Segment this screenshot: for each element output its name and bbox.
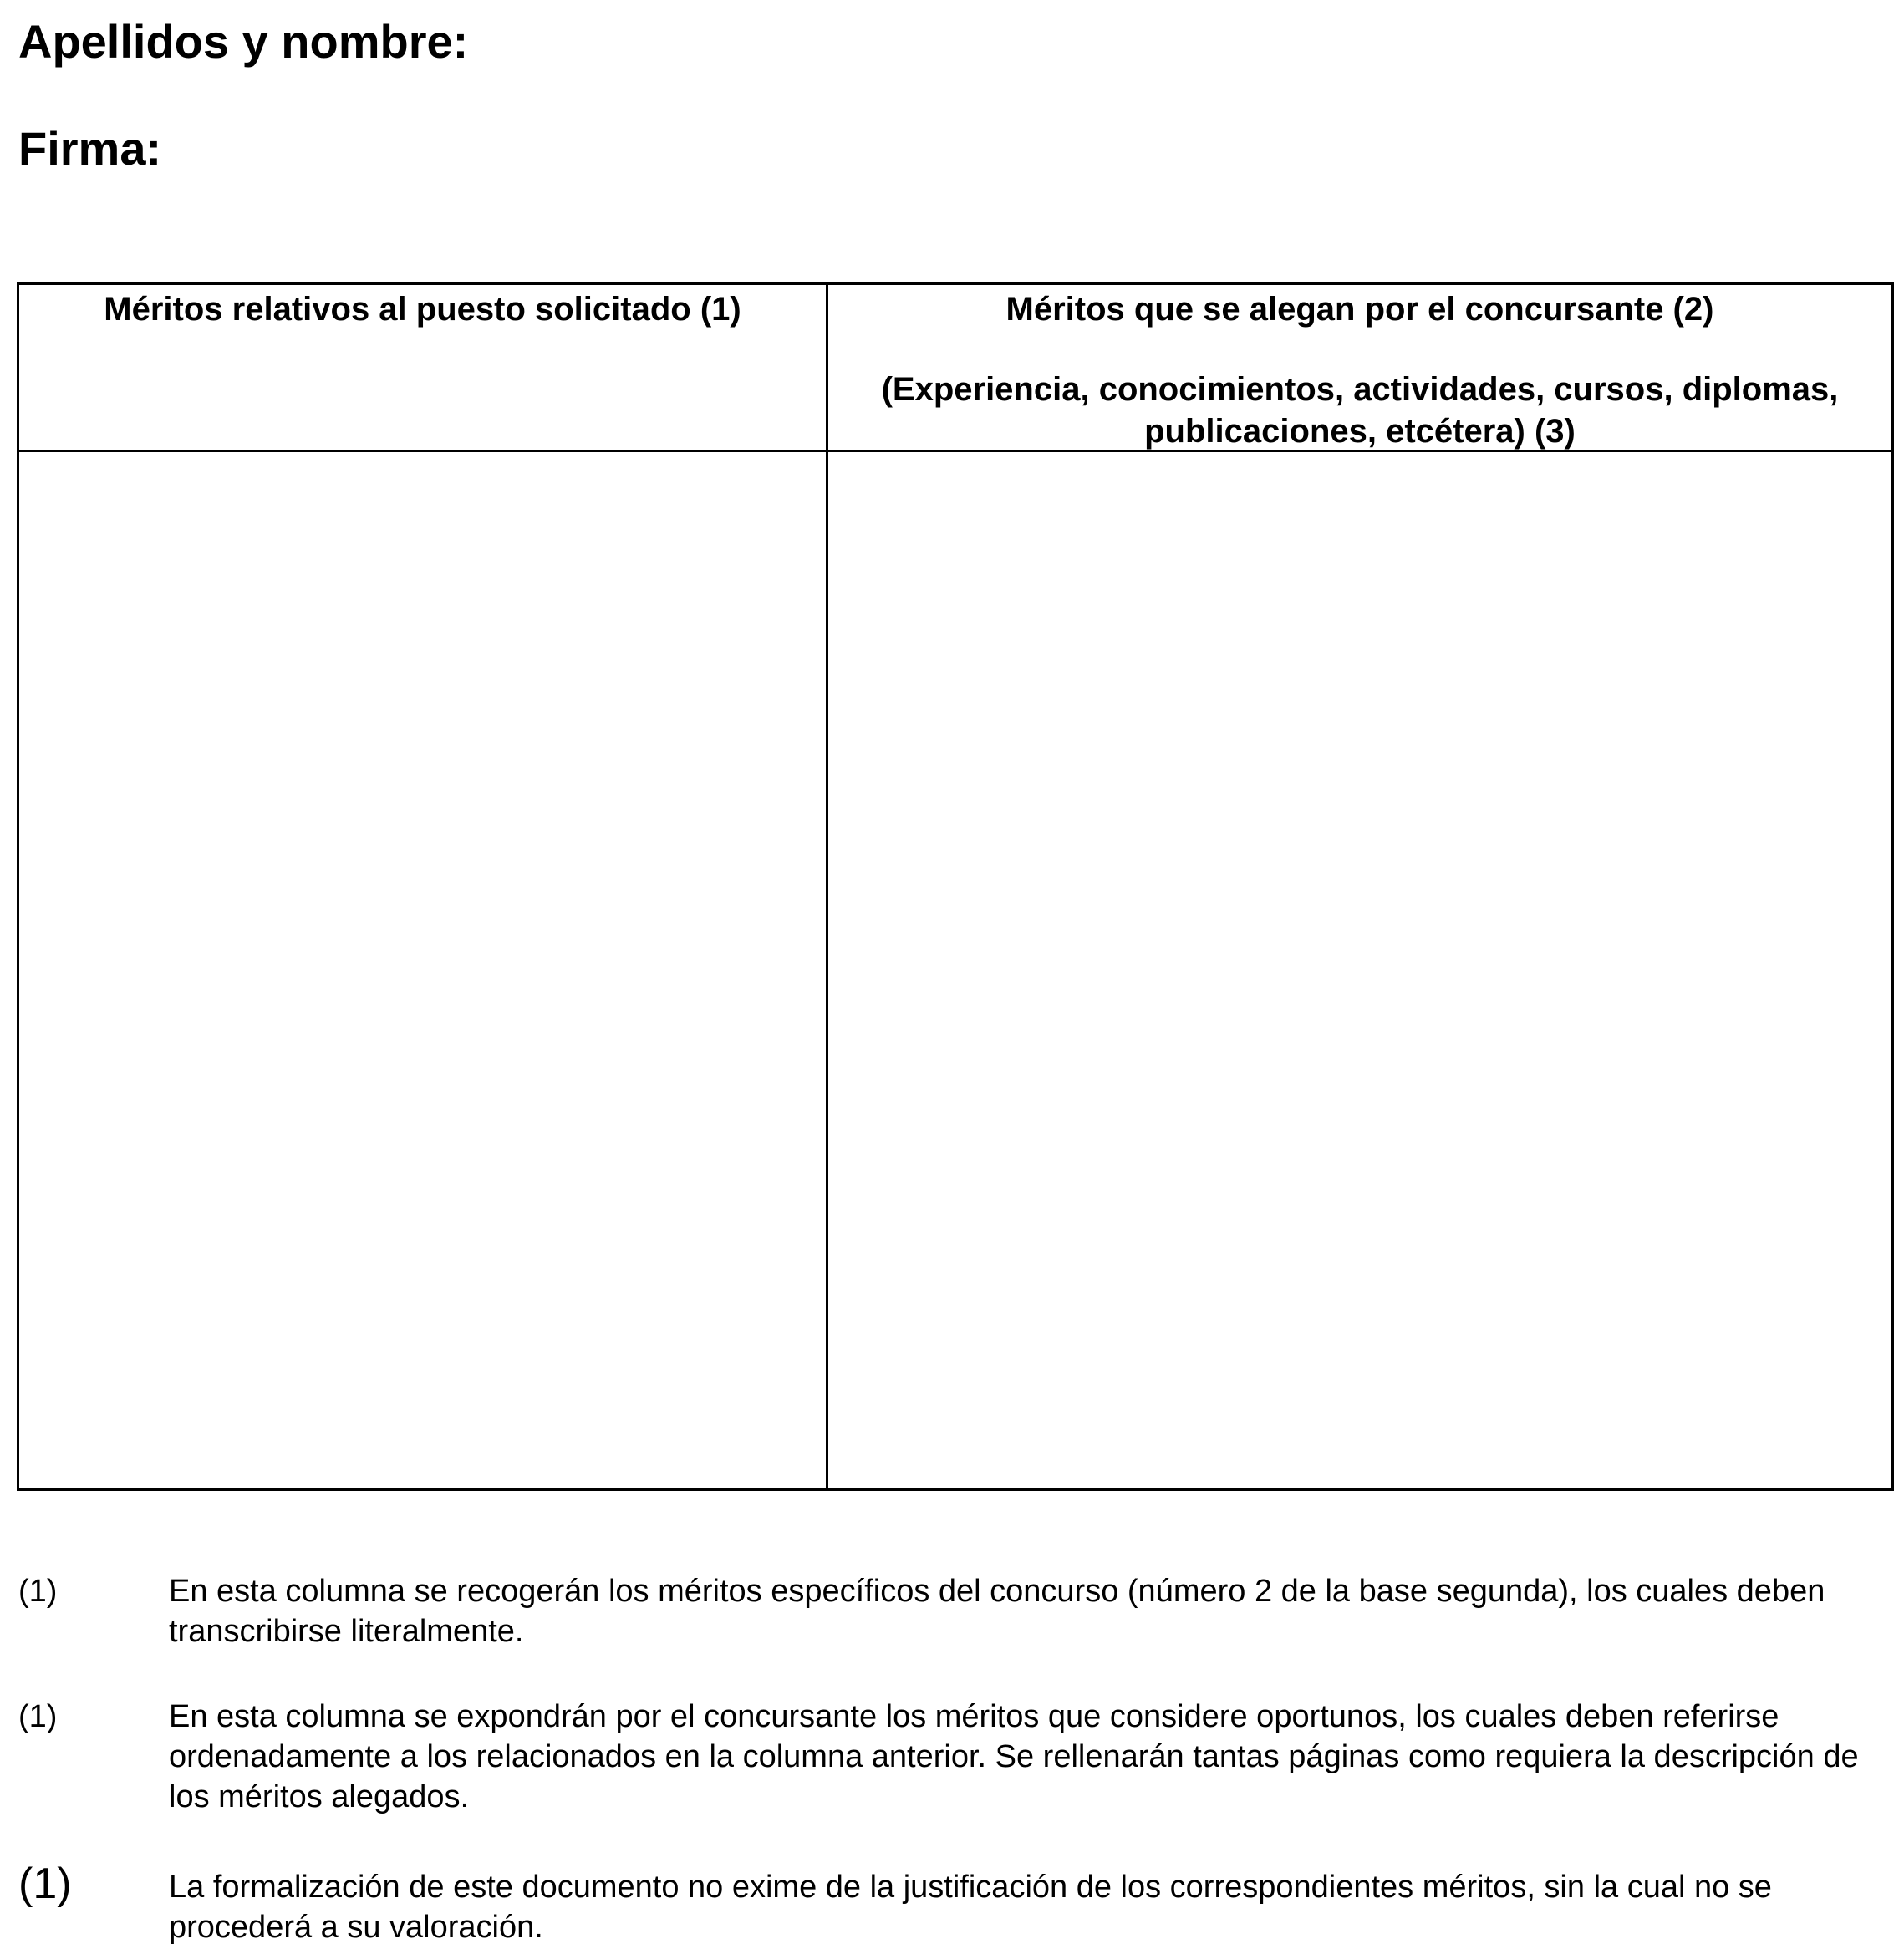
footnote <box>18 1697 1891 1817</box>
signature-label: Firma: <box>18 122 162 175</box>
footnote <box>18 1571 1891 1651</box>
footnote-number: (1) <box>18 1574 58 1609</box>
footnote-text: La formalización de este documento no exime de la justificación de los correspondientes méritos, sin la cual no se procederá a su valoración. <box>169 1870 1772 1945</box>
col1-header: Méritos relativos al puesto solicitado (1) <box>104 291 741 328</box>
footnote <box>18 1860 1891 1947</box>
footnotes <box>18 1571 1891 1947</box>
col2-subheader: (Experiencia, conocimientos, actividades, cursos, diplomas, publicaciones, etcétera) (3) <box>881 371 1839 450</box>
name-label: Apellidos y nombre: <box>18 15 469 68</box>
merits-required-cell[interactable] <box>19 452 826 1488</box>
merits-table <box>17 282 1894 1491</box>
merits-alleged-cell[interactable] <box>828 452 1891 1488</box>
footnote-number: (1) <box>18 1699 58 1734</box>
col2-header: Méritos que se alegan por el concursante (2) <box>1005 291 1714 328</box>
footnote-text: En esta columna se recogerán los méritos específicos del concurso (número 2 de la base segunda), los cuales deben transcribirse literalmente. <box>169 1574 1825 1649</box>
footnote-text: En esta columna se expondrán por el concursante los méritos que considere oportunos, los cuales deben referirse ordenadamente a los relacionados en la columna anterior. Se rellenarán tantas páginas como requiera la descripción de los méritos alegados. <box>169 1699 1859 1814</box>
footnote-number: (1) <box>18 1860 72 1908</box>
col2-header-block <box>828 288 1891 452</box>
